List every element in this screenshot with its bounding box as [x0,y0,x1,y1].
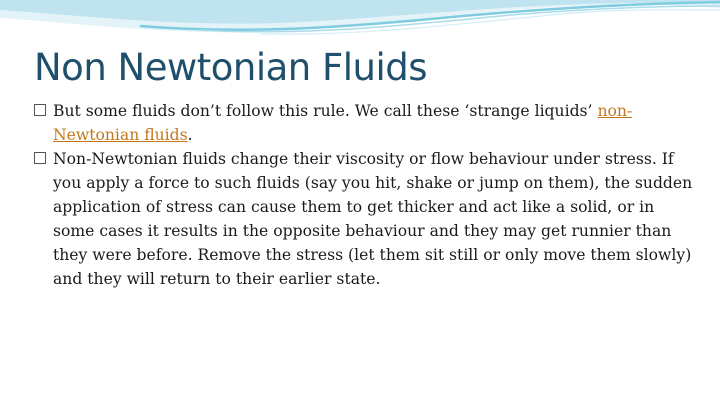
paragraph-1-end: . [187,126,193,144]
bullet-paragraph-1 [34,99,694,147]
paragraph-1-text: But some fluids don’t follow this rule. We call these ‘strange liquids’ [53,102,598,120]
slide-body [34,99,694,291]
bullet-box-icon [34,104,46,116]
bullet-paragraph-2 [34,147,694,291]
bullet-box-icon [34,152,46,164]
non-newtonian-fluids-link[interactable]: non-Newtonian fluids [53,102,633,144]
slide-title: Non Newtonian Fluids [34,46,428,89]
paragraph-2-text: Non-Newtonian fluids change their viscosity or flow behaviour under stress. If you apply a force to such fluids (say you hit, shake or jump on them), the sudden application of stress can cause them to get thicker and act like a solid, or in some cases it results in the opposite behaviour and they may get runnier than they were before. Remove the stress (let them sit still or only move them slowly) and they will return to their earlier state. [53,150,693,288]
